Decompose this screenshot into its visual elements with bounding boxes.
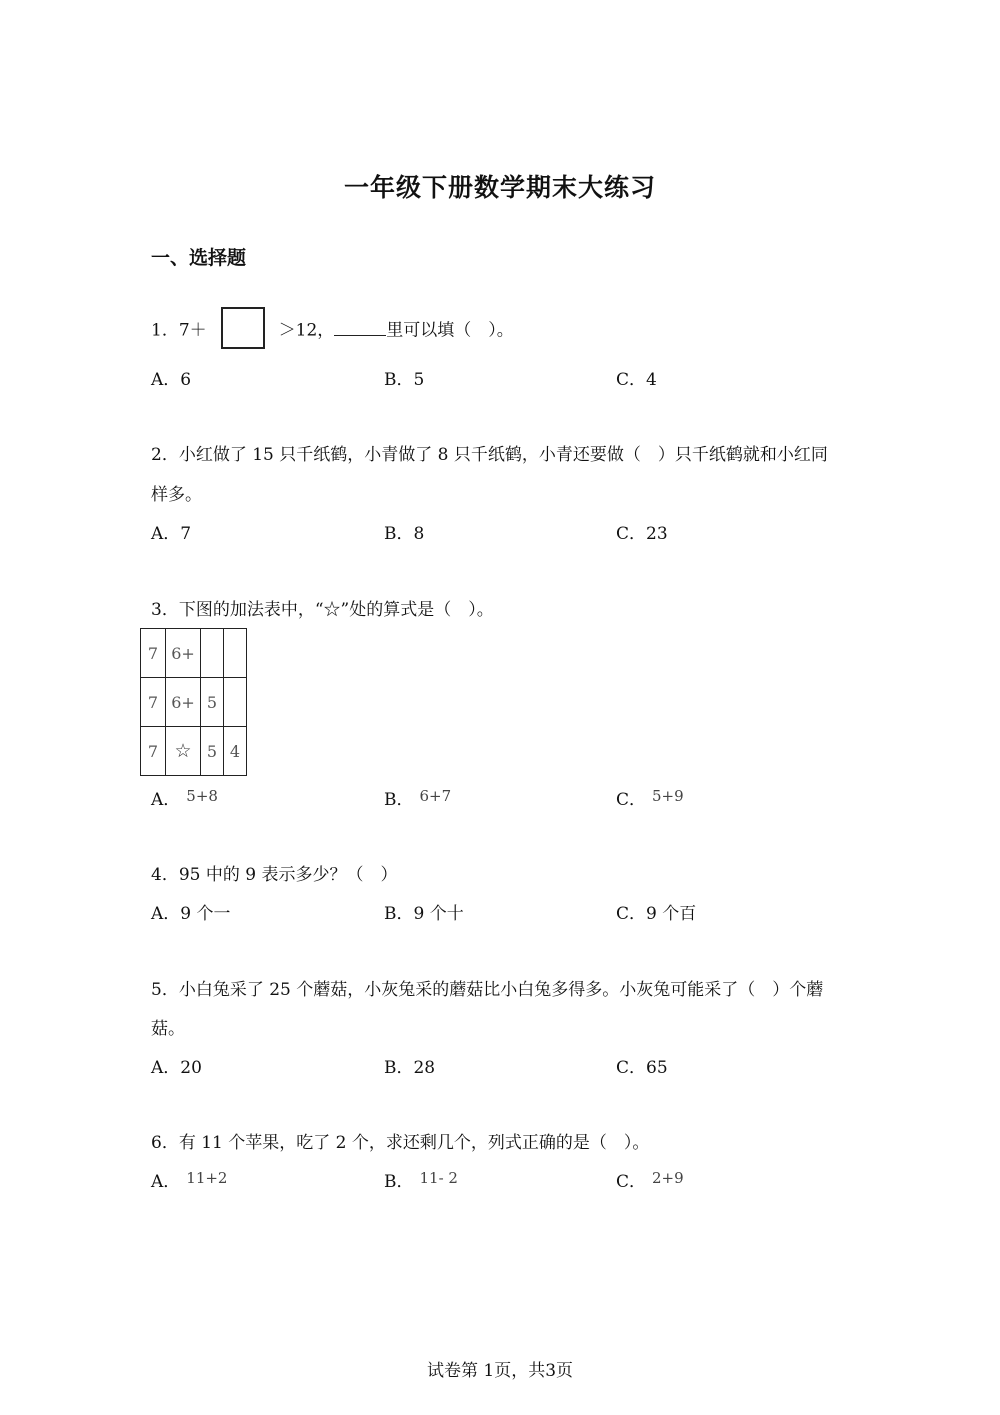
q4-option-b: B．9 个十	[384, 904, 464, 924]
q4-option-c: C．9 个百	[616, 904, 697, 924]
question-1-suffix: ＞12，	[278, 320, 335, 341]
table-cell: 7	[141, 727, 166, 776]
option-expression: 11- 2	[419, 1169, 458, 1187]
table-cell: 7	[141, 629, 166, 678]
q3-option-b	[384, 785, 451, 810]
addition-table	[140, 628, 247, 776]
table-row	[141, 629, 247, 678]
section-heading: 一、选择题	[151, 247, 247, 269]
option-expression: 11+2	[186, 1169, 228, 1187]
answer-blank	[334, 321, 386, 336]
q2-option-b: B．8	[384, 524, 425, 544]
q2-option-c: C．23	[616, 524, 668, 544]
q1-option-b: B．5	[384, 370, 425, 390]
question-2-line-1: 2．小红做了 15 只千纸鹤，小青做了 8 只千纸鹤，小青还要做（ ）只千纸鹤就和小红同	[151, 445, 828, 465]
page-title: 一年级下册数学期末大练习	[343, 173, 656, 202]
table-cell: 5	[201, 678, 224, 727]
table-row	[141, 678, 247, 727]
question-1	[151, 310, 514, 352]
q2-option-a: A．7	[151, 524, 192, 544]
question-5-line-2: 菇。	[151, 1019, 185, 1039]
page-footer: 试卷第 1页，共3页	[426, 1361, 574, 1381]
question-5-line-1: 5．小白兔采了 25 个蘑菇，小灰兔采的蘑菇比小白兔多得多。小灰兔可能采了（ ）个蘑	[151, 980, 824, 1000]
option-label: C．	[616, 790, 647, 810]
option-label: A．	[151, 790, 181, 810]
question-2-line-2: 样多。	[151, 485, 202, 505]
q6-option-a	[151, 1167, 227, 1192]
q3-option-c	[616, 785, 684, 810]
option-label: B．	[384, 790, 414, 810]
q5-option-c: C．65	[616, 1058, 668, 1078]
option-label: C．	[616, 1172, 647, 1192]
q5-option-b: B．28	[384, 1058, 436, 1078]
table-cell: 4	[224, 727, 247, 776]
option-expression: 5+9	[652, 787, 684, 805]
question-6: 6．有 11 个苹果，吃了 2 个，求还剩几个，列式正确的是（ ）。	[151, 1133, 650, 1153]
question-1-prefix: 1．7＋	[151, 320, 207, 341]
q1-option-c: C．4	[616, 370, 657, 390]
table-row	[141, 727, 247, 776]
table-cell: 6+	[166, 678, 201, 727]
table-cell: 5	[201, 727, 224, 776]
q4-option-a: A．9 个一	[151, 904, 231, 924]
q3-option-a	[151, 785, 218, 810]
option-expression: 2+9	[652, 1169, 684, 1187]
table-cell	[224, 678, 247, 727]
option-label: A．	[151, 1172, 181, 1192]
table-cell	[201, 629, 224, 678]
q6-option-c	[616, 1167, 684, 1192]
option-expression: 6+7	[419, 787, 452, 805]
table-cell: 6+	[166, 629, 201, 678]
q1-option-a: A．6	[151, 370, 192, 390]
table-cell	[224, 629, 247, 678]
option-expression: 5+8	[186, 787, 218, 805]
q6-option-b	[384, 1167, 458, 1192]
table-cell: 7	[141, 678, 166, 727]
star-cell: ☆	[166, 727, 201, 776]
question-3: 3．下图的加法表中，“☆”处的算式是（ ）。	[151, 600, 494, 620]
question-4: 4．95 中的 9 表示多少？（ ）	[151, 865, 398, 885]
question-1-tail: 里可以填（ ）。	[386, 320, 514, 341]
answer-box	[221, 307, 265, 349]
q5-option-a: A．20	[151, 1058, 202, 1078]
option-label: B．	[384, 1172, 414, 1192]
